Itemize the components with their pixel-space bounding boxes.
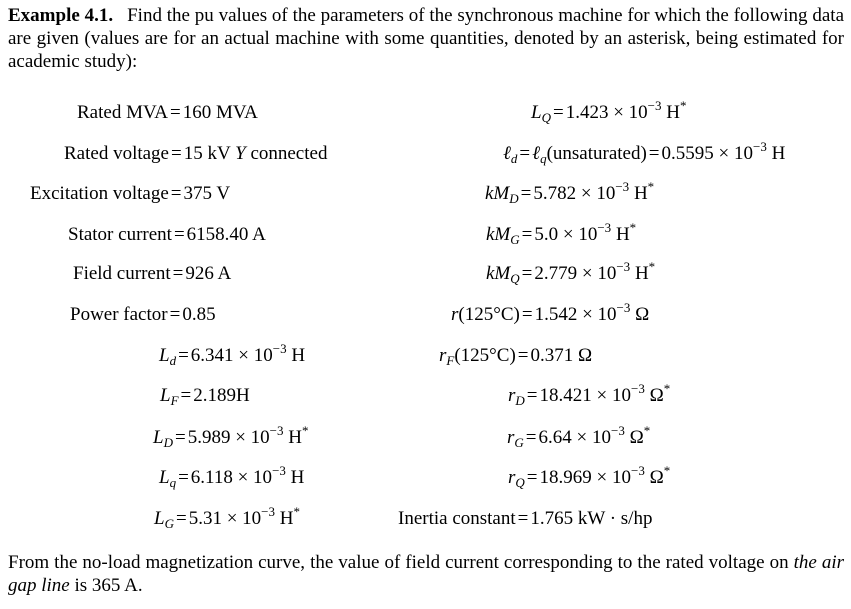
excitation-voltage-value: 375 V: [183, 183, 231, 204]
stator-current-label: Stator current: [68, 224, 172, 245]
outro-paragraph: From the no-load magnetization curve, the value of field current corresponding to the rated voltage on the air gap line is 365 A.: [8, 552, 845, 596]
field-current-label: Field current: [73, 263, 171, 284]
excitation-voltage-label: Excitation voltage: [30, 183, 169, 204]
air-gap-line-phrase: the air gap line: [8, 552, 845, 596]
excitation-voltage-row: Excitation voltage = 375 V: [30, 183, 231, 204]
lQ-row: $L_Q = 1.423 \times 10^{-3}$ H*: [531, 98, 687, 125]
rated-voltage-label: Rated voltage: [64, 143, 169, 164]
power-factor-value: 0.85: [182, 304, 216, 325]
lq-row: $L_q = 6.118 \times 10^{-3}$ H: [159, 463, 305, 490]
power-factor-row: Power factor = 0.85: [70, 304, 216, 325]
stator-current-row: Stator current = 6158.40 A: [68, 224, 266, 245]
kMD-row: $kM_D = 5.782 \times 10^{-3}$ H*: [485, 179, 655, 206]
inertia-label: Inertia constant: [398, 508, 516, 529]
example-text: Find the pu values of the parameters of the synchronous machine for which the following data are given (values are for an actual machine with some quantities, denoted by an asterisk, being estimated for academic study):: [8, 5, 844, 72]
rated-mva-value: 160 MVA: [182, 102, 258, 123]
r-row: $r(125^\circ C) = 1.542 \times 10^{-3}$ Ω: [451, 300, 650, 325]
rated-mva-row: Rated MVA = 160 MVA: [77, 102, 258, 123]
field-current-value: 926 A: [185, 263, 232, 284]
elld-row: ℓ$_d$ = ℓ$_q$(unsaturated) = $0.5595 \times 10^{-3}$ H: [503, 139, 786, 166]
kMQ-row: $kM_Q = 2.779 \times 10^{-3}$ H*: [486, 259, 656, 286]
rF-row: $r_F(125^\circ C) = 0.371$ Ω: [439, 345, 593, 368]
kMG-row: $kM_G = 5.0 \times 10^{-3}$ H*: [486, 220, 637, 247]
power-factor-label: Power factor: [70, 304, 168, 325]
lD-row: $L_D = 5.989 \times 10^{-3}$ H*: [153, 423, 309, 450]
inertia-row: Inertia constant = 1.765 kW · s/hp: [398, 508, 653, 529]
lf-row: $L_F = 2.189H$: [160, 385, 250, 408]
rated-voltage-value: 15 kV: [183, 143, 231, 164]
lG-row: $L_G = 5.31 \times 10^{-3}$ H*: [154, 504, 300, 531]
rated-voltage-y: Y: [235, 143, 246, 164]
intro-paragraph: [8, 4, 844, 73]
rQ-row: $r_Q = 18.969 \times 10^{-3}$ Ω*: [508, 463, 671, 490]
example-title: Example 4.1.: [8, 5, 114, 26]
rated-voltage-row: Rated voltage = 15 kV Y connected: [64, 143, 328, 164]
stator-current-value: 6158.40 A: [186, 224, 266, 245]
rG-row: $r_G = 6.64 \times 10^{-3}$ Ω*: [507, 423, 651, 450]
ld-row: $L_d = 6.341 \times 10^{-3}$ H: [159, 341, 306, 368]
inertia-value: 1.765 kW · s/hp: [530, 508, 653, 529]
rated-mva-label: Rated MVA: [77, 102, 168, 123]
rD-row: $r_D = 18.421 \times 10^{-3}$ Ω*: [508, 381, 671, 408]
rated-voltage-tail: connected: [250, 143, 328, 164]
field-current-row: Field current = 926 A: [73, 263, 232, 284]
